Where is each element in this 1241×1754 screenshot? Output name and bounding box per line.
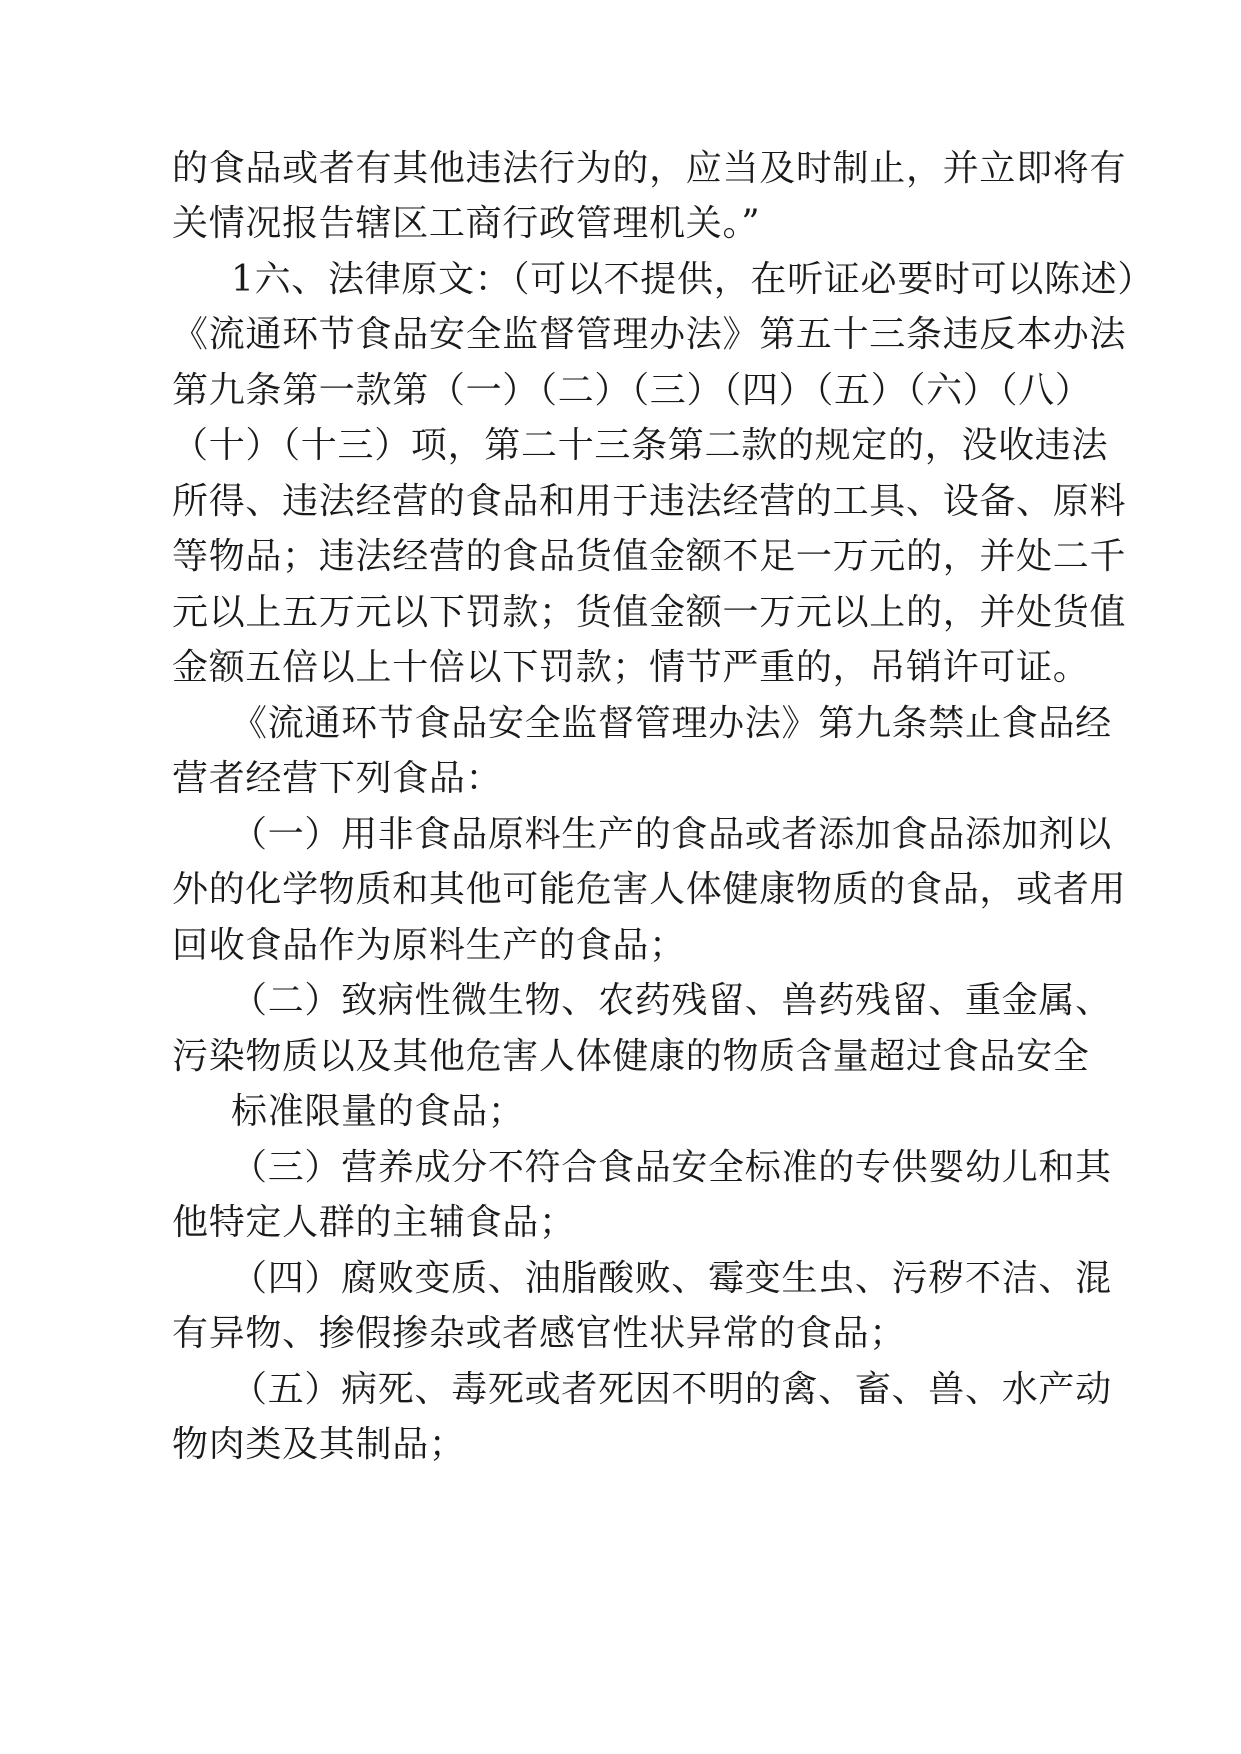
text-line: 所得、违法经营的食品和用于违法经营的工具、设备、原料 (172, 481, 1127, 522)
text-line: 《流通环节食品安全监督管理办法》第五十三条违反本办法 (172, 314, 1127, 355)
text-line: （十）（十三）项，第二十三条第二款的规定的，没收违法 (172, 425, 1109, 466)
text-line: （一）用非食品原料生产的食品或者添加食品添加剂以 (231, 814, 1112, 855)
text-line: 污染物质以及其他危害人体健康的物质含量超过食品安全 (172, 1036, 1090, 1077)
text-line: 等物品；违法经营的食品货值金额不足一万元的，并处二千 (172, 536, 1127, 577)
text-line: 金额五倍以上十倍以下罚款；情节严重的，吊销许可证。 (172, 647, 1090, 688)
text-line: （五）病死、毒死或者死因不明的禽、畜、兽、水产动 (231, 1369, 1112, 1410)
text-line: 第九条第一款第（一）（二）（三）（四）（五）（六）（八） (172, 370, 1092, 411)
text-line: 的食品或者有其他违法行为的，应当及时制止，并立即将有 (172, 148, 1127, 189)
text-line: 回收食品作为原料生产的食品； (172, 925, 686, 966)
text-line: 1六、法律原文：（可以不提供，在听证必要时可以陈述） (231, 259, 1155, 300)
text-line: （三）营养成分不符合食品安全标准的专供婴幼儿和其 (231, 1147, 1112, 1188)
text-line: 物肉类及其制品； (172, 1424, 466, 1465)
text-line: 营者经营下列食品： (172, 758, 503, 799)
text-line: （四）腐败变质、油脂酸败、霉变生虫、污秽不洁、混 (231, 1258, 1112, 1299)
text-line: 《流通环节食品安全监督管理办法》第九条禁止食品经 (231, 703, 1112, 744)
text-line: 元以上五万元以下罚款；货值金额一万元以上的，并处货值 (172, 592, 1127, 633)
text-line: 关情况报告辖区工商行政管理机关。” (172, 203, 761, 244)
text-line: 标准限量的食品； (231, 1091, 525, 1132)
text-line: 外的化学物质和其他可能危害人体健康物质的食品，或者用 (172, 869, 1127, 910)
text-line: 他特定人群的主辅食品； (172, 1202, 576, 1243)
text-line: 有异物、掺假掺杂或者感官性状异常的食品； (172, 1313, 907, 1354)
text-line: （二）致病性微生物、农药残留、兽药残留、重金属、 (231, 980, 1112, 1021)
